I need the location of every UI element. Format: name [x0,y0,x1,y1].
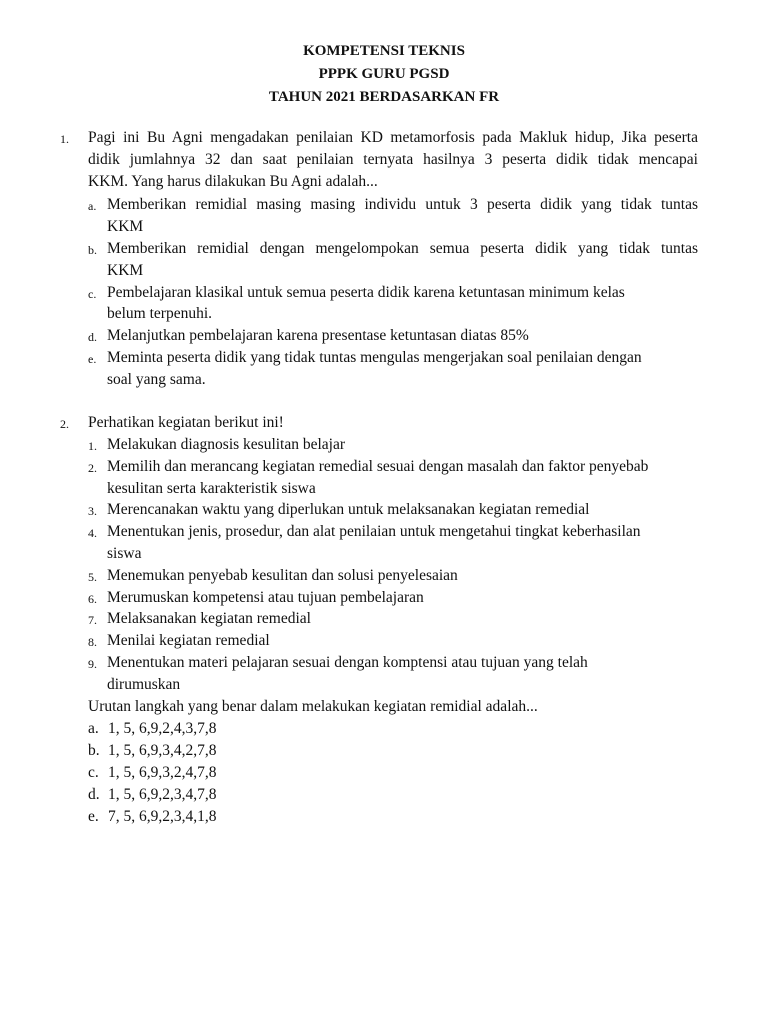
step-text: Merencanakan waktu yang diperlukan untuk melaksanakan kegiatan remedial [107,501,590,518]
option-text: KKM [107,218,144,235]
question-stem-line: KKM. Yang harus dilakukan Bu Agni adalah... [88,173,378,190]
option-text: 1, 5, 6,9,2,4,3,7,8 [108,720,217,737]
question-number: 2. [60,417,69,431]
option-text: Meminta peserta didik yang tidak tuntas mengulas mengerjakan soal penilaian dengan [107,349,642,366]
option-text: 1, 5, 6,9,2,3,4,7,8 [108,786,217,803]
step-text: Menemukan penyebab kesulitan dan solusi penyelesaian [107,567,458,584]
step-marker: 8. [88,635,97,649]
step-text: Melakukan diagnosis kesulitan belajar [107,436,346,453]
step-marker: 7. [88,613,97,627]
step-marker: 1. [88,439,97,453]
option-marker: d. [88,786,100,803]
option-marker: e. [88,352,97,366]
step-marker: 6. [88,592,97,606]
step-marker: 4. [88,526,97,540]
option-text: Memberikan remidial dengan mengelompokan semua peserta didik yang tidak tuntas [107,240,698,257]
step-marker: 9. [88,657,97,671]
option-text: Memberikan remidial masing masing individu untuk 3 peserta didik yang tidak tuntas [107,196,698,213]
option-marker: a. [88,199,97,213]
option-marker: d. [88,330,97,344]
step-text: Menentukan materi pelajaran sesuai dengan komptensi atau tujuan yang telah [107,654,588,671]
option-text: 7, 5, 6,9,2,3,4,1,8 [108,808,217,825]
option-marker: b. [88,243,97,257]
option-text: 1, 5, 6,9,3,4,2,7,8 [108,742,217,759]
step-text: Memilih dan merancang kegiatan remedial sesuai dengan masalah dan faktor penyebab [107,458,649,475]
option-marker: c. [88,764,99,781]
option-marker: a. [88,720,99,737]
header-year: TAHUN 2021 BERDASARKAN FR [268,89,500,105]
option-text: soal yang sama. [107,371,206,388]
option-text: Melanjutkan pembelajaran karena presentase ketuntasan diatas 85% [107,327,529,344]
header-subtitle: PPPK GURU PGSD [318,66,450,82]
question-stem-line: Pagi ini Bu Agni mengadakan penilaian KD metamorfosis pada Makluk hidup, Jika peserta [88,129,698,146]
step-marker: 5. [88,570,97,584]
step-text: Merumuskan kompetensi atau tujuan pembelajaran [107,589,424,606]
question-number: 1. [60,132,69,146]
question-prompt: Urutan langkah yang benar dalam melakukan kegiatan remidial adalah... [88,698,538,715]
question-stem: Perhatikan kegiatan berikut ini! [88,414,284,431]
step-text: Melaksanakan kegiatan remedial [107,610,311,627]
option-text: KKM [107,262,144,279]
step-text: Menentukan jenis, prosedur, dan alat penilaian untuk mengetahui tingkat keberhasilan [107,523,641,540]
header-title: KOMPETENSI TEKNIS [303,43,465,59]
option-marker: c. [88,287,97,301]
step-text: dirumuskan [107,676,181,693]
step-text: kesulitan serta karakteristik siswa [107,480,316,497]
option-text: Pembelajaran klasikal untuk semua peserta didik karena ketuntasan minimum kelas [107,284,625,301]
step-marker: 3. [88,504,97,518]
option-text: 1, 5, 6,9,3,2,4,7,8 [108,764,217,781]
step-marker: 2. [88,461,97,475]
option-text: belum terpenuhi. [107,305,213,322]
option-marker: e. [88,808,99,825]
step-text: Menilai kegiatan remedial [107,632,270,649]
step-text: siswa [107,545,142,562]
option-marker: b. [88,742,100,759]
question-stem-line: didik jumlahnya 32 dan saat penilaian ternyata hasilnya 3 peserta didik tidak mencapai [88,151,698,168]
